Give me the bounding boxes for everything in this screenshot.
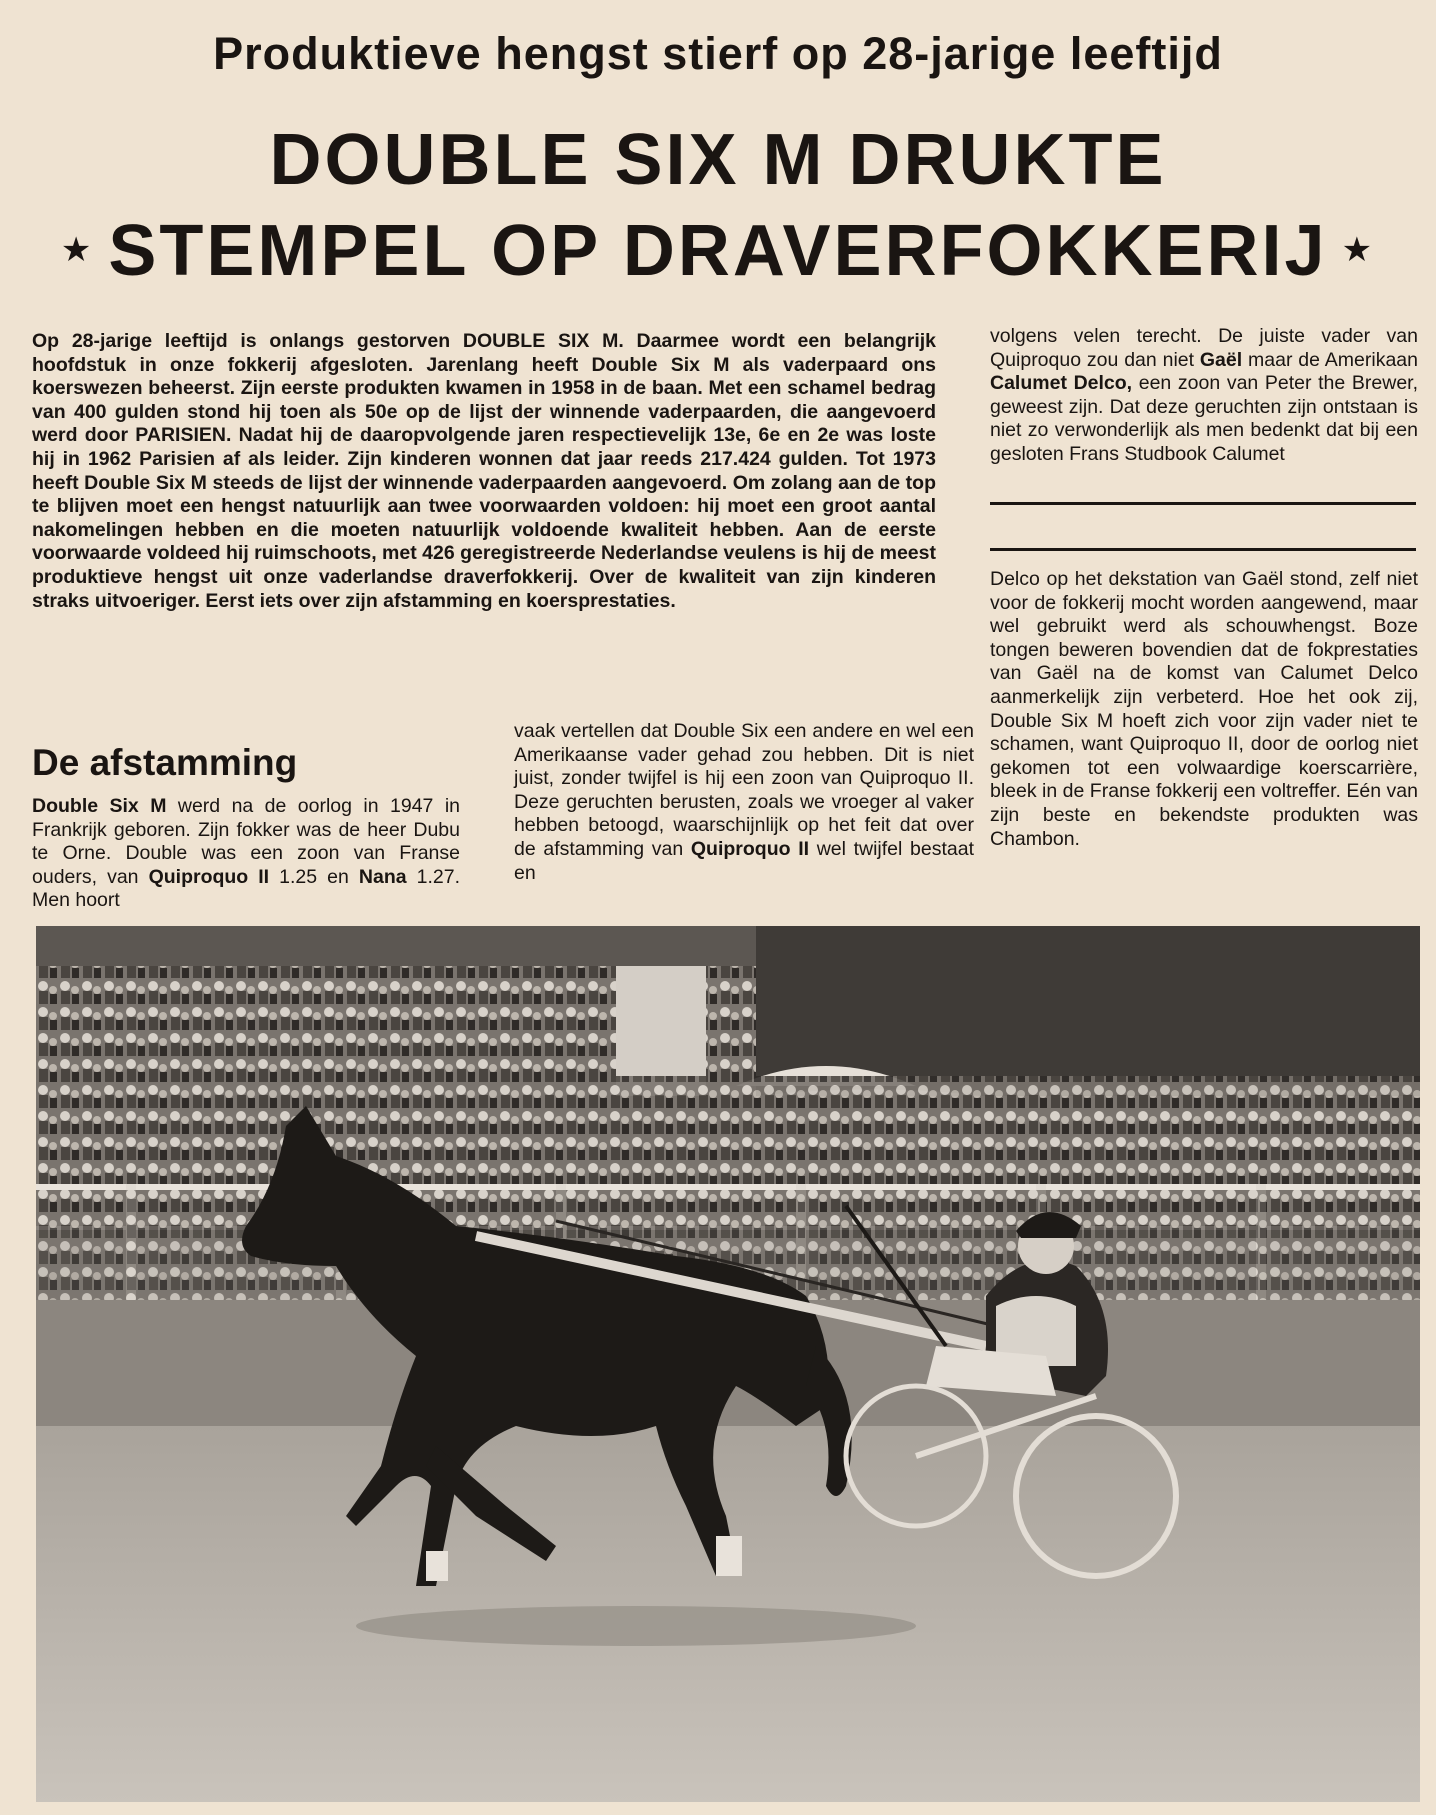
column-3-bottom-text: Delco op het dekstation van Gaël stond, zelf niet voor de fokkerij mocht worden aangewend, maar wel gebruikt werd als schouwhengst. Boze tongen beweren bovendien dat de fokprestaties van Gaël na de komst van Calumet Delco aanmerkelijk zijn verbeterd. Hoe het ook zij, Double Six M hoeft zich voor zijn vader niet te schamen, want Quiproquo II, door de oorlog niet gekomen tot een volwaardige koerscarrière, bleek in de Franse fokkerij een voltreffer. Eén van zijn beste en bekendste produkten was Chambon. [990,568,1418,850]
main-headline-line-1: DOUBLE SIX M DRUKTE [269,120,1167,200]
article-column-1 [32,795,460,913]
column-divider-rule [990,502,1416,505]
text-run: werd na de oorlog in 1947 in Frankrijk geboren. Zijn fokker was de heer Dubu te Orne. Double was een zoon van Franse ouders, van [32,795,460,888]
bold-name: Double Six M [32,795,167,817]
bold-name: Quiproquo II [690,837,810,860]
bold-name: Calumet Delco, [990,372,1133,395]
text-run: volgens velen terecht. De juiste vader van Quiproquo zou dan niet [990,325,1418,371]
main-headline-line-2-text: STEMPEL OP DRAVERFOKKERIJ [108,211,1328,291]
text-run: maar de Amerikaan [1242,348,1418,371]
bold-name: Nana [358,865,407,888]
race-photo [36,926,1420,1802]
section-heading: De afstamming [32,742,298,783]
bold-name: Gaël [1199,348,1243,371]
text-run: wel twijfel bestaat en [514,837,974,884]
column-divider-rule [990,548,1416,551]
column-1-text [32,795,460,913]
article-column-2 [514,720,974,885]
main-headline-line-2 [40,211,1396,291]
text-run: een zoon van Peter the Brewer, geweest zijn. Dat deze geruchten zijn ontstaan is niet zo verwonderlijk als men bedenkt dat bij een gesloten Frans Studbook Calumet [990,372,1418,465]
star-icon: ★ [1341,230,1376,269]
lead-text: Op 28-jarige leeftijd is onlangs gestorven DOUBLE SIX M. Daarmee wordt een belangrijk hoofdstuk in onze fokkerij afgesloten. Jarenlang heeft Double Six M als vaderpaard ons koerswezen beheerst. Zijn eerste produkten kwamen in 1958 in de baan. Met een schamel bedrag van 400 gulden stond hij toen als 50e op de lijst der winnende vaderpaarden, die aangevoerd werd door PARISIEN. Nadat hij de daaropvolgende jaren respectievelijk 13e, 6e en 2e was loste hij in 1962 Parisien af als leider. Zijn kinderen wonnen dat jaar reeds 217.424 gulden. Tot 1973 heeft Double Six M steeds de lijst der winnende vaderpaarden aangevoerd. Om zolang aan de top te blijven moet een hengst natuurlijk aan twee voorwaarden voldoen: hij moet een groot aantal nakomelingen hebben en die moeten natuurlijk voldoende kwaliteit hebben. Aan de eerste voorwaarde voldeed hij ruimschoots, met 426 geregistreerde Nederlandse veulens is hij de meest produktieve hengst uit onze vaderlandse draverfokkerij. Over de kwaliteit van zijn kinderen straks uitvoeriger. Eerst iets over zijn afstamming en koersprestaties. [32,330,936,612]
bold-name: Quiproquo II [148,865,270,888]
column-2-text [514,720,974,885]
article-column-3-bottom [990,568,1418,851]
article-column-3-top [990,325,1418,467]
column-3-top-text [990,325,1418,467]
trotter-sulky-photo-illustration [36,926,1420,1802]
text-run: vaak vertellen dat Double Six een andere en wel een Amerikaanse vader gehad zou hebben. Dit is niet juist, zonder twijfel is hij een zoon van Quiproquo II. Deze geruchten berusten, zoals we vroeger al vaker hebben betoogd, waarschijnlijk op het feit dat over de afstamming van [514,720,974,860]
text-run: 1.25 en [269,865,359,888]
lead-paragraph [32,330,936,613]
kicker-headline: Produktieve hengst stierf op 28-jarige leeftijd [213,28,1223,79]
star-icon: ★ [60,230,95,269]
text-run: 1.27. Men hoort [32,865,460,912]
